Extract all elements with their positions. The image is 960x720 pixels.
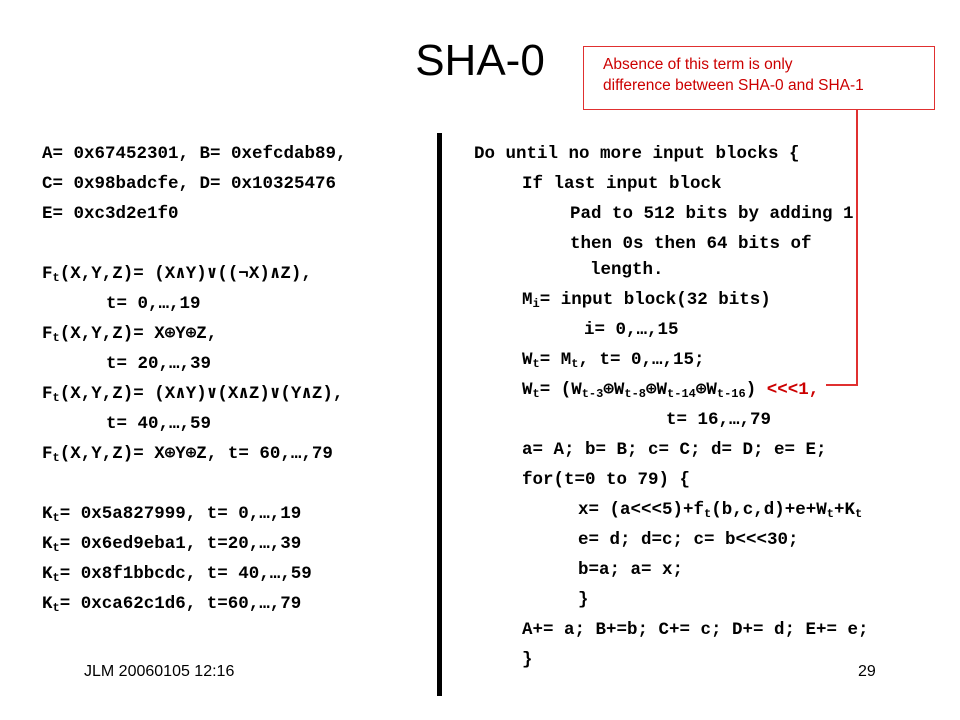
subscript: t-16: [716, 387, 746, 401]
code-text: A+= a; B+=b; C+= c; D+= d; E+= e;: [522, 620, 869, 640]
code-text: e= d; d=c; c= b<<<30;: [578, 530, 799, 550]
code-text: = 0xca62c1d6, t=60,…,79: [59, 594, 302, 614]
subscript: t: [52, 601, 60, 615]
subscript: t: [52, 451, 60, 465]
code-text: length.: [590, 260, 664, 280]
subscript: t: [571, 357, 579, 371]
code-line-f3-range: [106, 412, 211, 436]
code-text: M: [522, 290, 533, 310]
code-line-wt-init: [522, 348, 704, 372]
code-line-f3-def: [42, 382, 343, 406]
code-text: F: [42, 384, 53, 404]
subscript: t: [704, 507, 712, 521]
code-text: = 0x8f1bbcdc, t= 40,…,59: [59, 564, 312, 584]
subscript: t: [52, 541, 60, 555]
code-text: t= 16,…,79: [666, 410, 772, 430]
subscript: t: [52, 511, 60, 525]
code-text: F: [42, 264, 53, 284]
code-line-for-end: [578, 588, 589, 612]
code-text: F: [42, 324, 53, 344]
code-line-k2: [42, 532, 301, 556]
code-line-f2-range: [106, 352, 211, 376]
slide-title: SHA-0: [415, 36, 545, 85]
code-line-init-ab: [42, 142, 347, 166]
code-text: x= (a<<<5)+f: [578, 500, 705, 520]
code-text: t= 0,…,19: [106, 294, 201, 314]
callout-pointer: [826, 384, 857, 386]
code-line-pad-3: [590, 258, 664, 282]
code-line-mi-def: [522, 288, 771, 312]
callout-note: [583, 46, 935, 110]
subscript: t: [52, 271, 60, 285]
subscript: t-3: [581, 387, 604, 401]
code-text: (X,Y,Z)= (X∧Y)∨(X∧Z)∨(Y∧Z),: [59, 384, 344, 404]
code-line-k4: [42, 592, 301, 616]
code-line-pad-2: [570, 232, 812, 256]
subscript: t: [52, 571, 60, 585]
code-line-if-last: [522, 172, 722, 196]
code-text: K: [42, 504, 53, 524]
code-text: then 0s then 64 bits of: [570, 234, 812, 254]
code-line-f2-def: [42, 322, 217, 346]
code-line-pad-1: [570, 202, 854, 226]
code-text: for(t=0 to 79) {: [522, 470, 691, 490]
subscript: t-8: [624, 387, 646, 401]
subscript: t-14: [667, 387, 696, 401]
code-line-f4-def: [42, 442, 333, 466]
code-text: ): [745, 380, 767, 400]
code-text: C= 0x98badcfe, D= 0x10325476: [42, 174, 337, 194]
code-text: ⊕W: [695, 380, 717, 400]
code-text: b=a; a= x;: [578, 560, 684, 580]
code-text: If last input block: [522, 174, 722, 194]
subscript: t: [52, 391, 60, 405]
code-line-wt-expand: [522, 378, 819, 402]
code-text: t= 40,…,59: [106, 414, 212, 434]
code-text: E= 0xc3d2e1f0: [42, 204, 179, 224]
code-text: t= 20,…,39: [106, 354, 212, 374]
rotation-term: <<<1,: [766, 380, 820, 400]
code-text: W: [522, 350, 533, 370]
code-text: ⊕W: [603, 380, 625, 400]
code-line-x-def: [578, 498, 862, 522]
subscript: t: [532, 387, 540, 401]
code-text: (X,Y,Z)= X⊕Y⊕Z,: [59, 324, 218, 344]
code-text: (b,c,d)+e+W: [711, 500, 827, 520]
code-text: Do until no more input blocks {: [474, 144, 800, 164]
code-text: }: [578, 590, 589, 610]
code-line-shift: [578, 558, 683, 582]
code-text: = 0x6ed9eba1, t=20,…,39: [59, 534, 302, 554]
code-line-k3: [42, 562, 312, 586]
code-line-init-e: [42, 202, 179, 226]
page-number: 29: [858, 663, 876, 680]
subscript: t: [532, 357, 540, 371]
footer-label: JLM 20060105 12:16: [84, 663, 235, 680]
code-text: K: [42, 534, 53, 554]
code-text: ⊕W: [646, 380, 668, 400]
subscript: i: [532, 297, 540, 311]
subscript: t: [854, 507, 863, 521]
subscript: t: [52, 331, 60, 345]
code-line-rotate: [578, 528, 799, 552]
code-text: (X,Y,Z)= X⊕Y⊕Z, t= 60,…,79: [59, 444, 333, 464]
code-text: K: [42, 594, 53, 614]
code-line-init-cd: [42, 172, 336, 196]
code-line-for-loop: [522, 468, 690, 492]
code-text: (X,Y,Z)= (X∧Y)∨((¬X)∧Z),: [59, 264, 312, 284]
code-text: = (W: [539, 380, 582, 400]
code-line-loop-end: [522, 648, 533, 672]
subscript: t: [826, 507, 834, 521]
code-text: +K: [833, 500, 855, 520]
code-text: = 0x5a827999, t= 0,…,19: [59, 504, 302, 524]
callout-text: Absence of this term is only difference between SHA-0 and SHA-1: [603, 56, 864, 94]
callout-connector: [856, 110, 858, 386]
code-line-assign: [522, 438, 827, 462]
code-line-mi-range: [584, 318, 679, 342]
code-text: K: [42, 564, 53, 584]
code-line-accumulate: [522, 618, 869, 642]
code-text: W: [522, 380, 533, 400]
code-text: A= 0x67452301, B= 0xefcdab89,: [42, 144, 347, 164]
code-text: a= A; b= B; c= C; d= D; e= E;: [522, 440, 827, 460]
code-line-f1-def: [42, 262, 312, 286]
code-text: , t= 0,…,15;: [578, 350, 705, 370]
code-line-loop-start: [474, 142, 800, 166]
code-text: Pad to 512 bits by adding 1: [570, 204, 854, 224]
code-text: }: [522, 650, 533, 670]
code-line-f1-range: [106, 292, 201, 316]
code-line-wt-range: [666, 408, 771, 432]
code-text: i= 0,…,15: [584, 320, 679, 340]
code-text: = M: [539, 350, 572, 370]
column-divider: [437, 133, 442, 696]
code-line-k1: [42, 502, 301, 526]
code-text: = input block(32 bits): [539, 290, 771, 310]
code-text: F: [42, 444, 53, 464]
